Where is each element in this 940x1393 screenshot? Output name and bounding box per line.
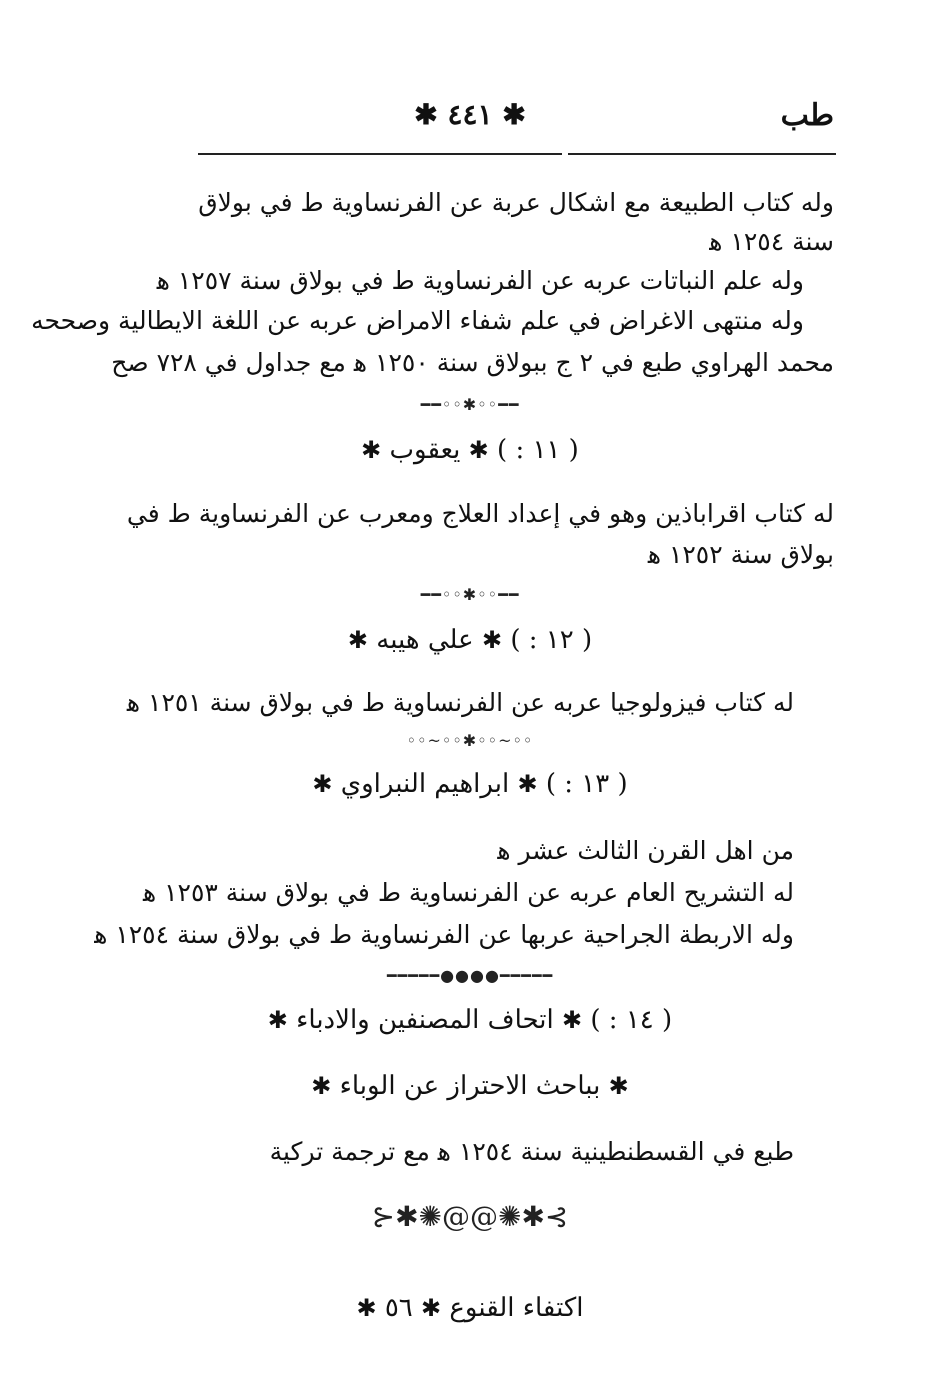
star-ornament-icon: ✱ xyxy=(356,1294,377,1322)
star-ornament-icon: ✱ xyxy=(481,626,503,654)
text-line: له كتاب اقراباذين وهو في إعداد العلاج ومعرب عن الفرنساوية ط في xyxy=(126,499,834,528)
divider-ornament: ━━◦◦✱◦◦━━ xyxy=(420,585,520,604)
text-line: من اهل القرن الثالث عشر ﻫ xyxy=(497,836,794,865)
star-ornament-icon: ✱ xyxy=(608,1072,629,1100)
text-line: وله علم النباتات عربه عن الفرنساوية ط في بولاق سنة ١٢٥٧ ﻫ xyxy=(156,266,804,295)
star-ornament-icon: ✱ xyxy=(421,1294,442,1322)
text-line: وله كتاب الطبيعة مع اشكال عربة عن الفرنساوية ط في بولاق xyxy=(198,188,834,217)
star-ornament-icon: ✱ xyxy=(267,1006,288,1034)
divider-ornament: ━━━━━●●●●━━━━━ xyxy=(386,966,554,985)
entry-subname: بباحث الاحتراز عن الوباء xyxy=(339,1071,601,1101)
star-ornament-icon: ✱ xyxy=(562,1006,583,1034)
entry-number: ( ١٣ : ) xyxy=(545,769,628,799)
page-number-header xyxy=(0,98,940,131)
text-line: سنة ١٢٥٤ ﻫ xyxy=(709,227,834,256)
entry-name: اتحاف المصنفين والادباء xyxy=(296,1005,554,1035)
star-ornament-icon: ✱ xyxy=(347,626,368,654)
text-line: طبع في القسطنطينية سنة ١٢٥٤ ﻫ مع ترجمة تركية xyxy=(269,1137,794,1166)
page-number: ٤٤١ xyxy=(447,98,493,131)
star-ornament-icon: ✱ xyxy=(468,436,489,464)
star-ornament-icon: ✱ xyxy=(312,770,333,798)
entry-name: ابراهيم النبراوي xyxy=(340,769,510,799)
entry-number: ( ١١ : ) xyxy=(497,435,579,465)
star-ornament-icon: ✱ xyxy=(414,98,438,131)
section-letters: طب xyxy=(780,98,834,133)
text-line: وله منتهى الاغراض في علم شفاء الامراض عربه عن اللغة الايطالية وصححه xyxy=(31,306,804,335)
divider-ornament: ◦◦~◦◦✱◦◦~◦◦ xyxy=(406,731,534,750)
footer-text: اكتفاء القنوع xyxy=(449,1293,584,1323)
text-line: بولاق سنة ١٢٥٢ ﻫ xyxy=(647,540,834,569)
text-line: له كتاب فيزولوجيا عربه عن الفرنساوية ط في بولاق سنة ١٢٥١ ﻫ xyxy=(126,688,794,717)
divider-ornament: ━━◦◦✱◦◦━━ xyxy=(420,395,520,414)
entry-heading xyxy=(0,622,940,658)
star-ornament-icon: ✱ xyxy=(517,770,538,798)
end-ornament: ⊱✱✺@@✺✱⊰ xyxy=(371,1200,569,1233)
star-ornament-icon: ✱ xyxy=(502,98,526,131)
entry-name: علي هيبه xyxy=(376,625,474,655)
footer-line xyxy=(0,1290,940,1326)
text-line: وله الاربطة الجراحية عربها عن الفرنساوية ط في بولاق سنة ١٢٥٤ ﻫ xyxy=(94,920,794,949)
entry-name: يعقوب xyxy=(389,435,461,465)
header-rule-right xyxy=(568,153,836,155)
star-ornament-icon: ✱ xyxy=(311,1072,332,1100)
footer-number: ٥٦ xyxy=(384,1293,413,1323)
entry-number: ( ١٤ : ) xyxy=(590,1005,673,1035)
text-line: له التشريح العام عربه عن الفرنساوية ط في بولاق سنة ١٢٥٣ ﻫ xyxy=(142,878,794,907)
star-ornament-icon: ✱ xyxy=(361,436,382,464)
entry-subheading xyxy=(0,1068,940,1104)
entry-heading xyxy=(0,1002,940,1038)
header-rule-left xyxy=(198,153,562,155)
entry-heading xyxy=(0,766,940,802)
entry-heading xyxy=(0,432,940,468)
text-line: محمد الهراوي طبع في ٢ ج ببولاق سنة ١٢٥٠ ﻫ مع جداول في ٧٢٨ صح xyxy=(111,348,834,377)
entry-number: ( ١٢ : ) xyxy=(510,625,593,655)
